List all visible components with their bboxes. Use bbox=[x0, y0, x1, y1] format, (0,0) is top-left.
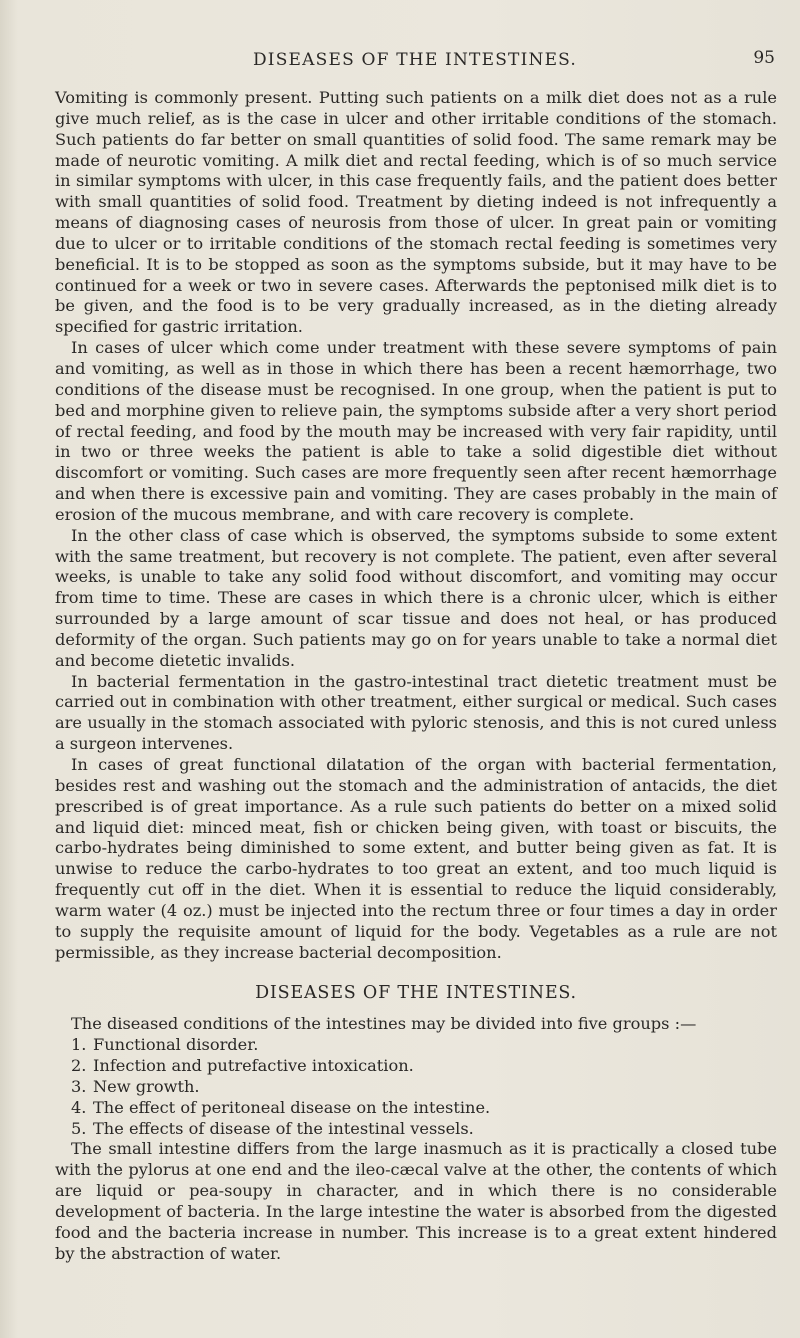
list-item bbox=[55, 1098, 777, 1119]
list-item-number: 1. bbox=[71, 1035, 87, 1055]
paragraph-intro-groups: The diseased conditions of the intestines may be divided into five groups :— bbox=[71, 1014, 697, 1034]
paragraph-ulcer-severe-symptoms: In cases of ulcer which come under treatment with these severe symptoms of pain and vomiting, as well as in those in which there has been a recent hæmorrhage, two conditions of the disease must be recognised. In one group, when the patient is put to bed and morphine given to relieve pain, the symptoms subside after a very short period of rectal feeding, and food by the mouth may be increased with very fair rapidity, until in two or three weeks the patient is able to take a solid digestible diet without discomfort or vomiting. Such cases are more frequently seen after recent hæmorrhage and when there is excessive pain and vomiting. They are cases probably in the main of erosion of the mucous membrane, and with care recovery is complete. bbox=[55, 338, 777, 524]
list-item bbox=[55, 1077, 777, 1098]
running-title: DISEASES OF THE INTESTINES. bbox=[252, 50, 578, 70]
list-item-text: Functional disorder. bbox=[93, 1035, 259, 1055]
page-body bbox=[55, 88, 777, 1264]
list-item-number: 2. bbox=[71, 1055, 87, 1075]
paragraph-chronic-ulcer: In the other class of case which is observed, the symptoms subside to some extent with the same treatment, but recovery is not complete. The patient, even after several weeks, is unable to take any solid food without discomfort, and vomiting may occur from time to time. These are cases in which there is a chronic ulcer, which is either surrounded by a large amount of scar tissue and does not heal, or has produced deformity of the organ. Such patients may go on for years unable to take a normal diet and become dietetic invalids. bbox=[55, 525, 777, 670]
section-heading: DISEASES OF THE INTESTINES. bbox=[255, 983, 577, 1004]
paragraph-small-large-intestine: The small intestine differs from the large inasmuch as it is practically a closed tube with the pylorus at one end and the ileo-cæcal valve at the other, the contents of which are liquid or pea-soupy in character, and in which there is no considerable development of bacteria. In the large intestine the water is absorbed from the digested food and the bacteria increase in number. This increase is to a great extent hindered by the abstraction of water. bbox=[55, 1139, 777, 1263]
list-item-number: 4. bbox=[71, 1097, 87, 1117]
list-item bbox=[55, 1056, 777, 1077]
paragraph-bacterial-fermentation: In bacterial fermentation in the gastro-intestinal tract dietetic treatment must be carried out in combination with other treatment, either surgical or medical. Such cases are usually in the stomach associated with pyloric stenosis, and this is not cured unless a surgeon intervenes. bbox=[55, 671, 777, 754]
list-item-number: 5. bbox=[71, 1118, 87, 1138]
paragraph-functional-dilatation: In cases of great functional dilatation of the organ with bacterial fermentation, besides rest and washing out the stomach and the administration of antacids, the diet prescribed is of great importance. As a rule such patients do better on a mixed solid and liquid diet: minced meat, fish or chicken being given, with toast or biscuits, the carbo-hydrates being diminished to some extent, and butter being given as fat. It is unwise to reduce the carbo-hydrates to too great an extent, and too much liquid is frequently cut off in the diet. When it is essential to reduce the liquid considerably, warm water (4 oz.) must be injected into the rectum three or four times a day in order to supply the requisite amount of liquid for the body. Vegetables as a rule are not permissible, as they increase bacterial decomposition. bbox=[55, 755, 777, 962]
list-item-number: 3. bbox=[71, 1076, 87, 1096]
list-item bbox=[55, 1035, 777, 1056]
groups-list bbox=[55, 1035, 777, 1139]
list-item-text: The effect of peritoneal disease on the intestine. bbox=[93, 1097, 491, 1117]
list-item bbox=[55, 1119, 777, 1140]
list-item-text: New growth. bbox=[93, 1076, 200, 1096]
paragraph-vomiting: Vomiting is commonly present. Putting such patients on a milk diet does not as a rule give much relief, as is the case in ulcer and other irritable conditions of the stomach. Such patients do far better on small quantities of solid food. The same remark may be made of neurotic vomiting. A milk diet and rectal feeding, which is of so much service in similar symptoms with ulcer, in this case frequently fails, and the patient does better with small quantities of solid food. Treatment by dieting indeed is not infrequently a means of diagnosing cases of neurosis from those of ulcer. In great pain or vomiting due to ulcer or to irritable conditions of the stomach rectal feeding is sometimes very beneficial. It is to be stopped as soon as the symptoms subside, but it may have to be continued for a week or two in severe cases. Afterwards the peptonised milk diet is to be given, and the food is to be very gradually increased, as in the dieting already specified for gastric irritation. bbox=[55, 88, 777, 337]
page-number: 95 bbox=[753, 48, 775, 68]
list-item-text: Infection and putrefactive intoxication. bbox=[93, 1055, 414, 1075]
list-item-text: The effects of disease of the intestinal vessels. bbox=[93, 1118, 474, 1138]
running-header bbox=[55, 50, 775, 80]
